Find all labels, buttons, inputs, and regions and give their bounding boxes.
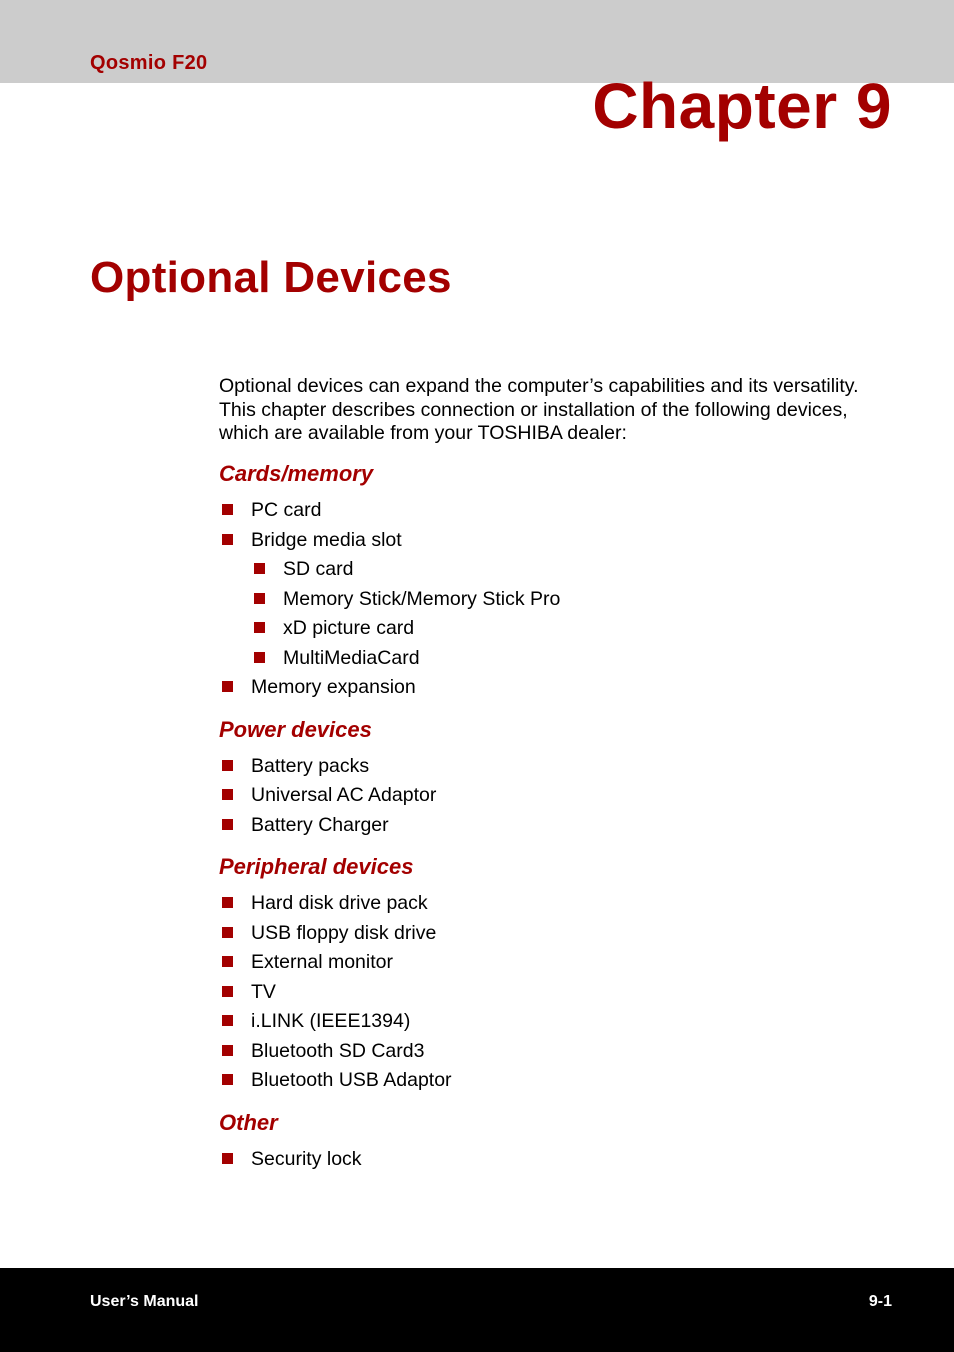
list-item: Bluetooth USB Adaptor [251, 1069, 452, 1091]
subheading-other: Other [219, 1110, 278, 1135]
product-name: Qosmio F20 [90, 52, 208, 74]
bullet-icon [254, 622, 265, 633]
list-item: MultiMediaCard [283, 647, 420, 669]
list-item: Hard disk drive pack [251, 892, 428, 914]
bullet-icon [222, 1045, 233, 1056]
bullet-icon [222, 1074, 233, 1085]
intro-line: Optional devices can expand the computer’s capabilities and its versatility. [219, 375, 859, 397]
list-item: Universal AC Adaptor [251, 784, 437, 806]
bullet-icon [222, 760, 233, 771]
list-item: Battery Charger [251, 814, 389, 836]
bullet-icon [222, 1153, 233, 1164]
list-item: External monitor [251, 951, 393, 973]
list-item: i.LINK (IEEE1394) [251, 1010, 411, 1032]
bullet-icon [222, 819, 233, 830]
list-item: PC card [251, 499, 322, 521]
list-item: xD picture card [283, 617, 415, 639]
bullet-icon [254, 563, 265, 574]
intro-line: which are available from your TOSHIBA dealer: [219, 422, 627, 444]
bullet-icon [222, 927, 233, 938]
subheading-peripheral-devices: Peripheral devices [219, 854, 414, 879]
list-item: Security lock [251, 1148, 362, 1170]
bullet-icon [222, 789, 233, 800]
bullet-icon [254, 593, 265, 604]
chapter-title: Chapter 9 [592, 70, 892, 142]
list-item: Bridge media slot [251, 529, 402, 551]
intro-paragraph [219, 375, 909, 446]
page-number: 9-1 [868, 1293, 892, 1310]
footer-manual-label: User’s Manual [90, 1293, 199, 1310]
bullet-icon [254, 652, 265, 663]
bullet-icon [222, 534, 233, 545]
subheading-power-devices: Power devices [219, 717, 372, 742]
list-item: Battery packs [251, 755, 370, 777]
bullet-icon [222, 681, 233, 692]
list-item: Memory expansion [251, 676, 416, 698]
bullet-icon [222, 504, 233, 515]
bullet-icon [222, 897, 233, 908]
list-item: Bluetooth SD Card3 [251, 1040, 425, 1062]
intro-line: This chapter describes connection or installation of the following devices, [219, 398, 848, 421]
list-item: SD card [283, 558, 354, 580]
bullet-icon [222, 986, 233, 997]
list-item: USB floppy disk drive [251, 922, 437, 944]
bullet-icon [222, 956, 233, 967]
subheading-cards-memory: Cards/memory [219, 461, 374, 486]
list-item: Memory Stick/Memory Stick Pro [283, 588, 561, 610]
bullet-icon [222, 1015, 233, 1026]
page-title: Optional Devices [90, 253, 452, 302]
list-item: TV [251, 981, 276, 1003]
